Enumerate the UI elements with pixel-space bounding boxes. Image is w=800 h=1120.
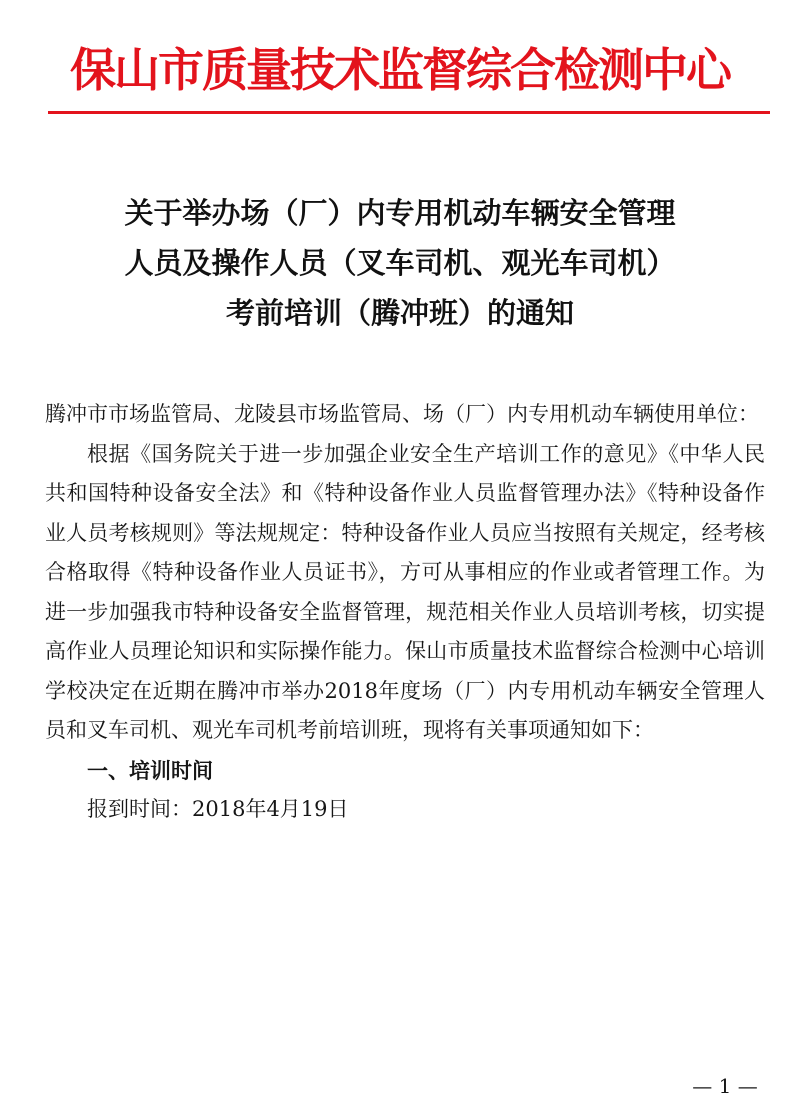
document-body [45, 395, 765, 830]
title-line-3: 考前培训（腾冲班）的通知 [225, 296, 574, 330]
header-red-rule [48, 111, 770, 114]
section-heading-training-time: 一、培训时间 [87, 757, 213, 783]
organization-header: 保山市质量技术监督综合检测中心 [70, 43, 730, 97]
title-line-1: 关于举办场（厂）内专用机动车辆安全管理 [124, 196, 676, 230]
registration-time: 报到时间：2018年4月19日 [87, 797, 349, 821]
salutation: 腾冲市市场监管局、龙陵县市场监管局、场（厂）内专用机动车辆使用单位： [45, 402, 759, 426]
title-line-2: 人员及操作人员（叉车司机、观光车司机） [124, 246, 676, 280]
body-paragraph: 根据《国务院关于进一步加强企业安全生产培训工作的意见》《中华人民共和国特种设备安全法》和《特种设备作业人员监督管理办法》《特种设备作业人员考核规则》等法规规定：特种设备作业人员应当按照有关规定，经考核合格取得《特种设备作业人员证书》，方可从事相应的作业或者管理工作。为进一步加强我市特种设备安全监督管理，规范相关作业人员培训考核，切实提高作业人员理论知识和实际操作能力。保山市质量技术监督综合检测中心培训学校决定在近期在腾冲市举办2018年度场（厂）内专用机动车辆安全管理人员和叉车司机、观光车司机考前培训班，现将有关事项通知如下： [45, 441, 765, 742]
page-number: — 1 — [692, 1074, 758, 1098]
document-title [40, 188, 760, 338]
